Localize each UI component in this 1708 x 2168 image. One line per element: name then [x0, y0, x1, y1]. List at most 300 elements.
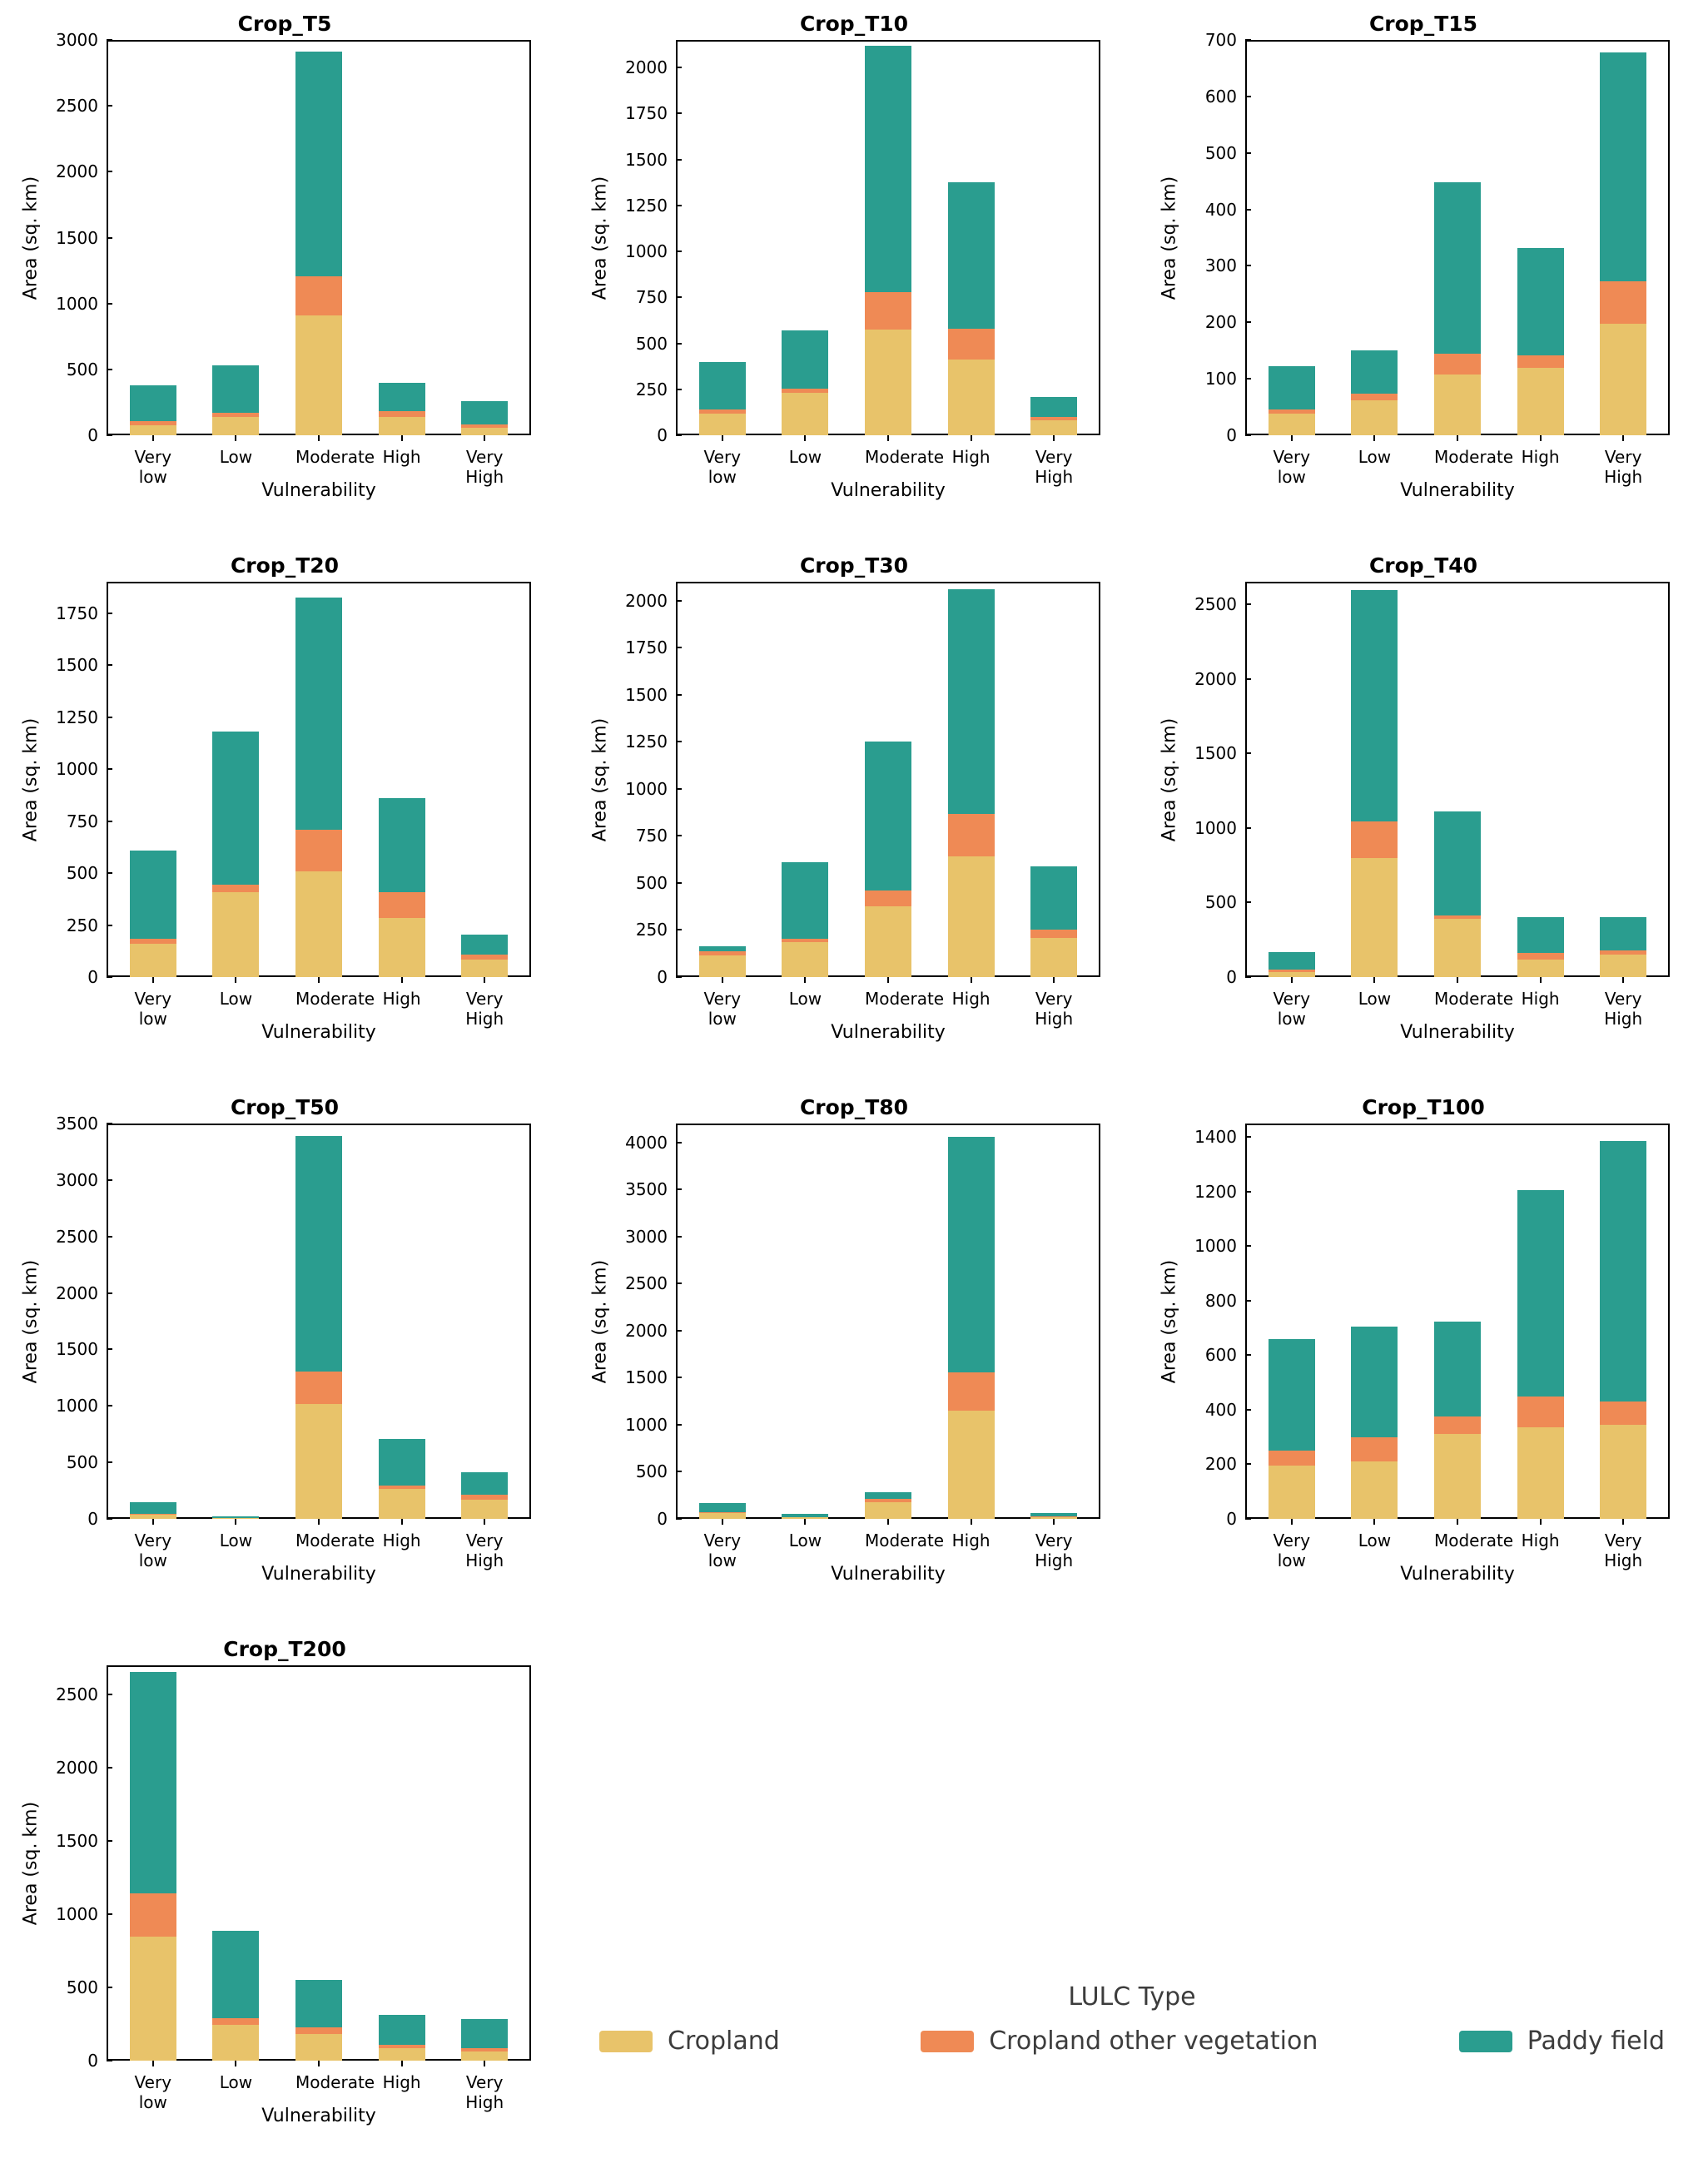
- bar-segment: [212, 885, 259, 892]
- y-tick: 0: [1226, 425, 1245, 445]
- x-tick-mark: [401, 977, 403, 983]
- y-tick: 3000: [56, 30, 107, 50]
- x-tick: Very low: [130, 2061, 176, 2112]
- y-tick: 1250: [56, 707, 107, 727]
- bar-segment: [212, 2025, 259, 2061]
- x-tick-mark: [1457, 1519, 1458, 1525]
- x-tick-mark: [887, 435, 889, 441]
- bar-group: [676, 40, 1100, 435]
- bar-segment: [295, 1980, 342, 2027]
- y-tick: 500: [67, 1977, 107, 1997]
- chart-title: Crop_T5: [237, 12, 332, 36]
- x-tick-mark: [1291, 977, 1293, 983]
- bar-group: [107, 40, 531, 435]
- chart-panel-crop_t15: [1139, 0, 1708, 542]
- legend-label: Paddy field: [1527, 2027, 1665, 2056]
- y-tick: 0: [657, 967, 676, 987]
- x-tick-labels: [107, 2061, 531, 2112]
- x-tick-mark: [318, 2061, 320, 2066]
- x-tick: Very High: [1600, 435, 1646, 487]
- x-tick-mark: [722, 435, 723, 441]
- x-tick: Low: [1351, 977, 1398, 1029]
- bar-segment: [1351, 590, 1398, 821]
- y-tick: 1500: [56, 1339, 107, 1359]
- legend-item: [921, 2027, 1318, 2056]
- bar-group: [107, 582, 531, 977]
- y-tick: 1000: [56, 1904, 107, 1924]
- bar-segment: [295, 830, 342, 871]
- bar-segment: [948, 182, 995, 329]
- bar-segment: [1600, 955, 1646, 977]
- y-tick: 100: [1205, 369, 1245, 389]
- bar-segment: [1434, 182, 1481, 354]
- bar-segment: [1351, 1327, 1398, 1437]
- bar-segment: [1434, 811, 1481, 915]
- x-tick-mark: [971, 1519, 972, 1525]
- stacked-bar: [461, 401, 508, 435]
- bar-segment: [865, 330, 911, 435]
- x-tick-mark: [152, 977, 154, 983]
- x-tick-mark: [1457, 435, 1458, 441]
- x-tick-mark: [1622, 977, 1624, 983]
- bar-segment: [295, 1136, 342, 1372]
- bar-segment: [379, 892, 425, 918]
- bar-segment: [1030, 397, 1077, 417]
- bar-group: [676, 1124, 1100, 1519]
- bar-segment: [1269, 1339, 1315, 1451]
- x-tick: Very low: [130, 435, 176, 487]
- y-tick: 1500: [625, 1367, 676, 1387]
- x-tick: High: [379, 1519, 425, 1570]
- chart-panel-crop_t5: [0, 0, 569, 542]
- x-tick: Moderate: [865, 977, 911, 1029]
- y-tick: 1500: [56, 1831, 107, 1851]
- x-tick-mark: [235, 2061, 236, 2066]
- x-tick: Very low: [699, 977, 746, 1029]
- x-tick: Low: [782, 435, 828, 487]
- x-tick-mark: [152, 1519, 154, 1525]
- y-axis-label-text: Area (sq. km): [1159, 1259, 1180, 1383]
- x-tick-mark: [484, 1519, 485, 1525]
- stacked-bar: [212, 1931, 259, 2061]
- bar-segment: [212, 892, 259, 978]
- plot-area: [56, 582, 531, 1029]
- y-tick: 200: [1205, 1454, 1245, 1474]
- y-tick: 1250: [625, 732, 676, 752]
- stacked-bar: [130, 385, 176, 435]
- x-tick-mark: [722, 977, 723, 983]
- x-tick: Low: [1351, 435, 1398, 487]
- x-tick: Moderate: [1434, 977, 1481, 1029]
- y-tick: 200: [1205, 312, 1245, 332]
- stacked-bar: [1351, 1327, 1398, 1519]
- y-tick: 0: [1226, 967, 1245, 987]
- x-tick-mark: [804, 1519, 806, 1525]
- bar-segment: [461, 960, 508, 977]
- y-axis-label-text: Area (sq. km): [20, 1259, 42, 1383]
- bar-segment: [782, 942, 828, 977]
- bar-segment: [295, 871, 342, 978]
- bar-segment: [1517, 1190, 1564, 1396]
- chart-panel-crop_t200: [0, 1625, 569, 2167]
- x-tick: High: [379, 977, 425, 1029]
- bar-segment: [865, 742, 911, 891]
- chart-panel-crop_t20: [0, 542, 569, 1084]
- y-tick: 3500: [625, 1179, 676, 1199]
- stacked-bar: [1030, 397, 1077, 435]
- legend-items: [583, 2027, 1681, 2056]
- x-tick-mark: [971, 977, 972, 983]
- y-tick: 500: [67, 1452, 107, 1472]
- bar-segment: [379, 798, 425, 892]
- x-tick-mark: [484, 2061, 485, 2066]
- x-tick-labels: [1245, 435, 1670, 487]
- y-tick: 2000: [625, 57, 676, 77]
- y-tick: 400: [1205, 200, 1245, 220]
- bar-segment: [1351, 1461, 1398, 1519]
- bar-segment: [948, 814, 995, 856]
- plot-area: [1204, 30, 1670, 487]
- x-tick-mark: [1053, 435, 1055, 441]
- x-tick: High: [379, 435, 425, 487]
- x-tick-labels: [676, 1519, 1100, 1570]
- x-tick-labels: [107, 977, 531, 1029]
- stacked-bar: [782, 330, 828, 435]
- bar-segment: [1351, 350, 1398, 394]
- y-tick: 800: [1205, 1291, 1245, 1311]
- y-axis-label-text: Area (sq. km): [20, 1801, 42, 1925]
- stacked-bar: [379, 2015, 425, 2061]
- y-axis-label: [588, 1124, 613, 1519]
- x-axis-label: Vulnerability: [1400, 1022, 1515, 1043]
- bar-segment: [1269, 1466, 1315, 1519]
- x-tick-mark: [722, 1519, 723, 1525]
- bar-segment: [130, 425, 176, 435]
- bar-segment: [948, 1411, 995, 1519]
- y-tick: 500: [67, 863, 107, 883]
- stacked-bar: [865, 742, 911, 977]
- chart-title: Crop_T10: [799, 12, 909, 36]
- bar-segment: [1351, 821, 1398, 858]
- bar-segment: [1517, 960, 1564, 978]
- y-tick: 0: [87, 967, 107, 987]
- bar-segment: [461, 1472, 508, 1494]
- stacked-bar: [1269, 1339, 1315, 1519]
- x-tick-mark: [1622, 435, 1624, 441]
- stacked-bar: [1030, 1513, 1077, 1519]
- bar-segment: [948, 329, 995, 360]
- y-tick: 1250: [625, 196, 676, 216]
- legend-item: [1459, 2027, 1665, 2056]
- bar-segment: [461, 428, 508, 436]
- y-tick: 250: [636, 920, 676, 940]
- bar-segment: [379, 417, 425, 435]
- x-tick-mark: [401, 435, 403, 441]
- bar-segment: [1351, 400, 1398, 435]
- stacked-bar: [699, 362, 746, 435]
- bar-segment: [130, 1502, 176, 1514]
- x-tick: Very High: [1030, 977, 1077, 1029]
- y-tick: 2500: [56, 1227, 107, 1247]
- bar-group: [1245, 40, 1670, 435]
- bar-group: [1245, 582, 1670, 977]
- chart-panel-crop_t50: [0, 1084, 569, 1625]
- stacked-bar: [1351, 590, 1398, 977]
- bar-segment: [948, 1372, 995, 1411]
- x-tick-mark: [318, 1519, 320, 1525]
- chart-panel-crop_t100: [1139, 1084, 1708, 1625]
- y-tick: 2000: [625, 1321, 676, 1341]
- x-tick: Very High: [461, 2061, 508, 2112]
- y-axis-label-text: Area (sq. km): [589, 176, 611, 300]
- bar-segment: [130, 1672, 176, 1893]
- stacked-bar: [295, 598, 342, 977]
- x-tick: Very High: [461, 977, 508, 1029]
- bar-segment: [379, 1439, 425, 1486]
- y-axis-label-text: Area (sq. km): [20, 717, 42, 841]
- bar-segment: [1434, 1416, 1481, 1434]
- x-tick: Moderate: [865, 1519, 911, 1570]
- x-tick-mark: [318, 977, 320, 983]
- y-tick: 1000: [625, 1415, 676, 1435]
- x-tick-labels: [107, 435, 531, 487]
- chart-title: Crop_T40: [1368, 553, 1478, 578]
- bar-segment: [295, 52, 342, 276]
- bar-segment: [1351, 1437, 1398, 1461]
- y-axis-label-text: Area (sq. km): [589, 717, 611, 841]
- y-tick: 500: [67, 360, 107, 380]
- stacked-bar: [1600, 1141, 1646, 1519]
- stacked-bar: [379, 1439, 425, 1519]
- x-tick: Low: [782, 1519, 828, 1570]
- x-axis-label: Vulnerability: [261, 1564, 376, 1585]
- x-tick-mark: [1291, 1519, 1293, 1525]
- bar-segment: [295, 1404, 342, 1519]
- y-tick: 500: [636, 873, 676, 893]
- y-tick: 2500: [56, 1684, 107, 1704]
- bar-segment: [699, 1503, 746, 1511]
- stacked-bar: [1434, 811, 1481, 977]
- x-tick-mark: [1053, 977, 1055, 983]
- y-tick: 1750: [625, 103, 676, 123]
- bar-segment: [1351, 858, 1398, 977]
- bar-segment: [782, 862, 828, 939]
- x-tick-mark: [887, 977, 889, 983]
- x-tick-mark: [235, 977, 236, 983]
- bar-segment: [699, 362, 746, 409]
- bar-segment: [130, 944, 176, 977]
- x-tick: Very low: [1269, 435, 1315, 487]
- bar-segment: [379, 918, 425, 977]
- bar-segment: [295, 315, 342, 435]
- y-tick: 2500: [1194, 594, 1245, 614]
- y-tick: 0: [657, 425, 676, 445]
- x-tick: Very low: [699, 1519, 746, 1570]
- x-tick: Low: [212, 2061, 259, 2112]
- bar-segment: [1434, 1322, 1481, 1417]
- x-tick-mark: [484, 977, 485, 983]
- bar-group: [676, 582, 1100, 977]
- stacked-bar: [461, 935, 508, 977]
- plot-area: [1194, 1124, 1670, 1570]
- y-tick: 250: [636, 380, 676, 399]
- y-tick: 2000: [625, 591, 676, 611]
- y-tick: 1500: [1194, 743, 1245, 763]
- stacked-bar: [948, 1137, 995, 1519]
- x-tick: Moderate: [295, 977, 342, 1029]
- plot-area: [625, 40, 1100, 487]
- bar-segment: [1600, 917, 1646, 950]
- y-tick: 2000: [1194, 669, 1245, 689]
- x-tick: Low: [1351, 1519, 1398, 1570]
- chart-panel-crop_t10: [569, 0, 1139, 542]
- bar-segment: [699, 1513, 746, 1519]
- bar-segment: [1269, 366, 1315, 409]
- stacked-bar: [1351, 350, 1398, 435]
- y-tick: 1000: [1194, 1236, 1245, 1256]
- chart-title: Crop_T20: [230, 553, 340, 578]
- x-tick-mark: [1622, 1519, 1624, 1525]
- bar-segment: [1434, 354, 1481, 375]
- y-tick: 3000: [625, 1227, 676, 1247]
- x-tick: Very High: [1030, 435, 1077, 487]
- stacked-bar: [1434, 1322, 1481, 1519]
- y-tick: 0: [657, 1509, 676, 1529]
- x-tick-labels: [676, 977, 1100, 1029]
- y-tick: 1750: [625, 638, 676, 657]
- bar-segment: [865, 906, 911, 977]
- bar-segment: [130, 1893, 176, 1937]
- x-tick: High: [1517, 1519, 1564, 1570]
- x-tick-labels: [1245, 977, 1670, 1029]
- y-tick: 750: [636, 826, 676, 846]
- y-tick: 1750: [56, 603, 107, 623]
- y-tick: 1000: [56, 759, 107, 779]
- y-axis-label: [1157, 40, 1182, 435]
- x-axis-label: Vulnerability: [831, 1564, 946, 1585]
- y-axis-label: [18, 40, 43, 435]
- x-tick-mark: [1540, 435, 1542, 441]
- x-axis-label: Vulnerability: [261, 1022, 376, 1043]
- y-tick: 1000: [625, 241, 676, 261]
- x-tick: Very low: [130, 977, 176, 1029]
- y-axis-label: [588, 40, 613, 435]
- y-tick: 1500: [625, 685, 676, 705]
- stacked-bar: [130, 1502, 176, 1519]
- x-tick: Very low: [1269, 1519, 1315, 1570]
- stacked-bar: [699, 1503, 746, 1519]
- y-tick: 1000: [1194, 818, 1245, 838]
- stacked-bar: [1600, 52, 1646, 435]
- x-tick: Low: [782, 977, 828, 1029]
- bar-segment: [379, 2015, 425, 2044]
- y-tick: 0: [87, 425, 107, 445]
- x-tick-mark: [1291, 435, 1293, 441]
- bar-segment: [295, 598, 342, 830]
- plot-area: [625, 582, 1100, 1029]
- bar-segment: [379, 383, 425, 411]
- bar-segment: [1600, 1141, 1646, 1402]
- x-axis-label: Vulnerability: [261, 2106, 376, 2126]
- bar-segment: [1600, 324, 1646, 435]
- plot-area: [56, 30, 531, 487]
- x-tick-mark: [1373, 977, 1375, 983]
- y-axis-label: [588, 582, 613, 977]
- legend-swatch: [1459, 2031, 1512, 2052]
- chart-panel-crop_t40: [1139, 542, 1708, 1084]
- bar-segment: [1269, 414, 1315, 435]
- bar-segment: [1517, 248, 1564, 355]
- bar-segment: [948, 856, 995, 977]
- bar-segment: [1600, 281, 1646, 324]
- x-tick: Moderate: [865, 435, 911, 487]
- bar-segment: [1351, 394, 1398, 400]
- chart-title: Crop_T100: [1362, 1095, 1485, 1119]
- stacked-bar: [295, 1980, 342, 2061]
- x-tick: Moderate: [295, 2061, 342, 2112]
- y-axis-label-text: Area (sq. km): [1159, 176, 1180, 300]
- bar-segment: [948, 1137, 995, 1372]
- bar-segment: [1517, 1427, 1564, 1519]
- x-tick-mark: [887, 1519, 889, 1525]
- y-tick: 1000: [625, 779, 676, 799]
- stacked-bar: [461, 1472, 508, 1519]
- bar-segment: [948, 360, 995, 435]
- bar-segment: [1517, 917, 1564, 953]
- stacked-bar: [379, 798, 425, 977]
- chart-title: Crop_T15: [1368, 12, 1478, 36]
- stacked-bar: [1517, 1190, 1564, 1519]
- bar-segment: [1269, 1451, 1315, 1466]
- bar-segment: [212, 732, 259, 885]
- y-tick: 1200: [1194, 1182, 1245, 1202]
- x-tick-mark: [401, 1519, 403, 1525]
- y-tick: 600: [1205, 1345, 1245, 1365]
- y-tick: 500: [1205, 143, 1245, 163]
- x-tick-mark: [804, 977, 806, 983]
- y-axis-label-text: Area (sq. km): [589, 1259, 611, 1383]
- x-tick: High: [379, 2061, 425, 2112]
- y-axis-label-text: Area (sq. km): [20, 176, 42, 300]
- bar-group: [1245, 1124, 1670, 1519]
- x-tick: Moderate: [1434, 1519, 1481, 1570]
- x-tick-mark: [1540, 977, 1542, 983]
- chart-title: Crop_T80: [799, 1095, 909, 1119]
- y-axis-label: [18, 582, 43, 977]
- x-tick-mark: [1053, 1519, 1055, 1525]
- x-tick: Very High: [1600, 1519, 1646, 1570]
- y-tick: 1000: [56, 294, 107, 314]
- stacked-bar: [130, 851, 176, 978]
- bar-segment: [461, 1500, 508, 1519]
- stacked-bar: [130, 1672, 176, 2061]
- bar-segment: [1434, 919, 1481, 977]
- legend-label: Cropland other vegetation: [989, 2027, 1318, 2056]
- x-axis-label: Vulnerability: [1400, 480, 1515, 501]
- bar-segment: [295, 2034, 342, 2061]
- x-tick-labels: [107, 1519, 531, 1570]
- y-tick: 250: [67, 915, 107, 935]
- y-tick: 2000: [56, 1283, 107, 1303]
- chart-title: Crop_T50: [230, 1095, 340, 1119]
- y-tick: 500: [1205, 892, 1245, 912]
- bar-segment: [699, 955, 746, 977]
- bar-segment: [1269, 952, 1315, 970]
- y-tick: 750: [67, 811, 107, 831]
- bar-segment: [1517, 368, 1564, 435]
- y-tick: 300: [1205, 255, 1245, 275]
- x-tick-mark: [235, 435, 236, 441]
